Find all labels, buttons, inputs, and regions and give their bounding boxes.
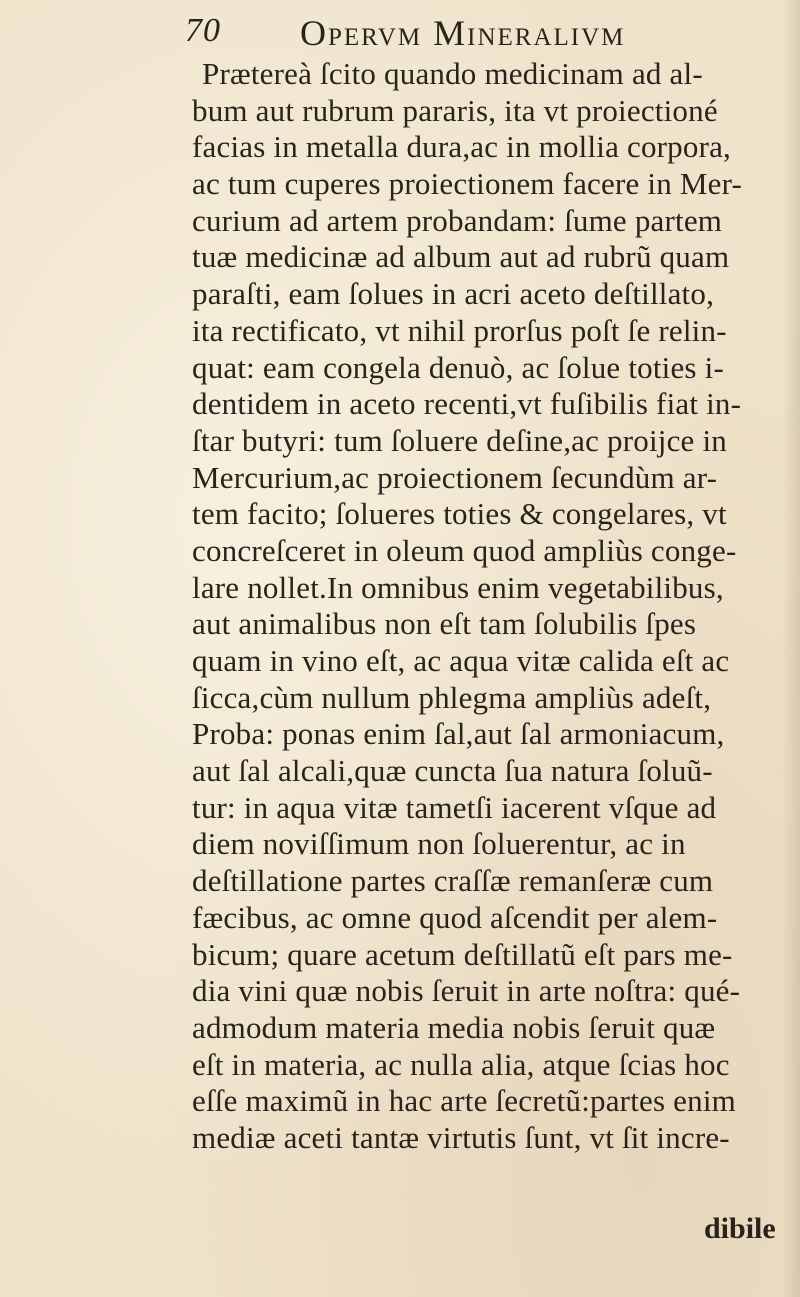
text-line: ita rectificato, vt nihil prorſus poſt ſe relin- [192, 312, 727, 348]
text-line: tur: in aqua vitæ tametſi iacerent vſque ad [192, 789, 717, 825]
text-line: admodum materia media nobis ſeruit quæ [192, 1009, 716, 1045]
body-text [192, 56, 792, 1157]
text-line: quat: eam congela denuò, ac ſolue toties i- [192, 349, 724, 385]
text-line: Prætereà ſcito quando medicinam ad al- [202, 56, 703, 91]
text-line: mediæ aceti tantæ virtutis ſunt, vt ſit incre- [192, 1119, 730, 1155]
page-number: 70 [185, 12, 221, 49]
text-line: curium ad artem probandam: ſume partem [192, 202, 723, 238]
text-line: facias in metalla dura,ac in mollia corpora, [192, 129, 732, 165]
text-line: fæcibus, ac omne quod aſcendit per alem- [192, 899, 718, 935]
text-line: bum aut rubrum pararis, ita vt proiectioné [192, 92, 718, 128]
text-line: eſſe maximũ in hac arte ſecretũ:partes enim [192, 1083, 736, 1119]
text-line: dia vini quæ nobis ſeruit in arte noſtra: qué- [192, 973, 741, 1009]
text-line: aut ſal alcali,quæ cuncta ſua natura ſoluũ- [192, 753, 713, 789]
catchword: dibile [704, 1212, 776, 1245]
text-line: tuæ medicinæ ad album aut ad rubrũ quam [192, 239, 730, 275]
text-line: dentidem in aceto recenti,vt fuſibilis fiat in- [192, 386, 742, 422]
text-line: bicum; quare acetum deſtillatũ eſt pars me- [192, 936, 733, 972]
text-line: ac tum cuperes proiectionem facere in Mer- [192, 166, 743, 202]
text-line: lare nollet.In omnibus enim vegetabilibus, [192, 569, 724, 605]
text-line: paraſti, eam ſolues in acri aceto deſtillato, [192, 276, 715, 312]
text-line: Proba: ponas enim ſal,aut ſal armoniacum, [192, 716, 725, 752]
text-line: tem facito; ſolueres toties & congelares, vt [192, 496, 727, 532]
page-header [165, 12, 725, 56]
text-line: Mercurium,ac proiectionem ſecundùm ar- [192, 459, 718, 495]
text-line: deſtillatione partes craſſæ remanſeræ cum [192, 863, 714, 899]
text-line: aut animalibus non eſt tam ſolubilis ſpes [192, 606, 697, 642]
text-line: eſt in materia, ac nulla alia, atque ſcias hoc [192, 1046, 730, 1082]
text-line: diem noviſſimum non ſoluerentur, ac in [192, 826, 686, 862]
running-head: Opervm Mineralivm [300, 13, 626, 53]
text-line: quam in vino eſt, ac aqua vitæ calida eſt ac [192, 643, 730, 678]
text-line: ſicca,cùm nullum phlegma ampliùs adeſt, [192, 679, 712, 715]
text-line: ſtar butyri: tum ſoluere deſine,ac proijce in [192, 422, 727, 458]
text-line: concreſceret in oleum quod ampliùs conge- [192, 532, 737, 568]
